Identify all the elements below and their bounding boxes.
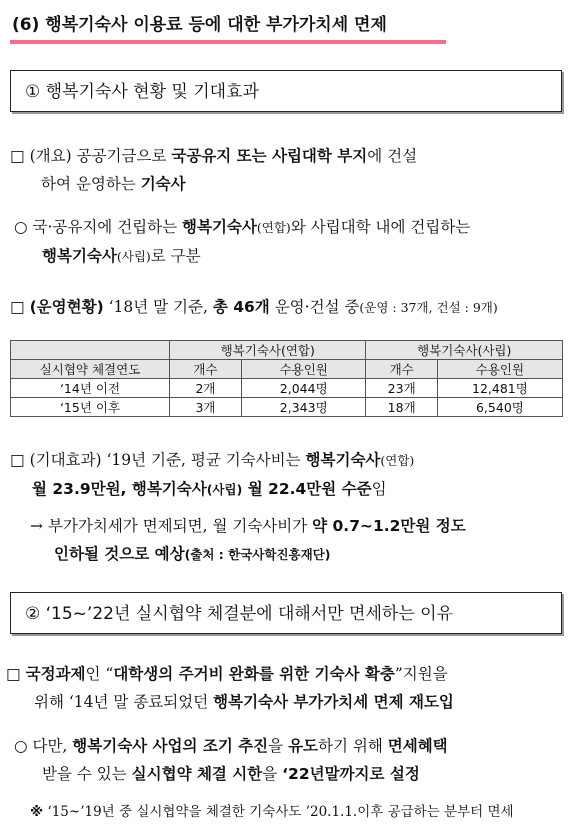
effect-bold: 행복기숙사 [305, 451, 381, 469]
circle-bullet: ○ [14, 218, 28, 236]
table-header: 실시협약 체결연도 [11, 360, 170, 379]
status-bold: (운영현황) [29, 298, 104, 316]
deadline-text: 을 [262, 765, 283, 783]
reason-text: ”지원을 [394, 665, 448, 683]
table-cell: 12,481명 [437, 379, 562, 398]
effect-small: (연합) [380, 453, 415, 468]
effect-bold: 월 22.4만원 수준 [242, 480, 372, 498]
table-header: 수용인원 [242, 360, 366, 379]
classification-bold: 행복기숙사 [182, 218, 257, 236]
deadline-text: 을 [268, 737, 289, 755]
classification-text: 와 사립대학 내에 건립하는 [290, 218, 471, 236]
effect-bold: 월 23.9만원, 행복기숙사 [32, 480, 207, 498]
table-group-header: 행복기숙사(사립) [366, 341, 563, 360]
table-cell: 2,343명 [242, 398, 366, 417]
table-row [11, 379, 563, 398]
table-cell: 2,044명 [242, 379, 366, 398]
deadline-paragraph [14, 732, 579, 788]
box-bullet: □ [10, 147, 25, 165]
overview-lead: (개요) 공공기금 [29, 147, 137, 165]
table-cell: 23개 [366, 379, 437, 398]
section1-heading: ① 행복기숙사 현황 및 기대효과 [25, 82, 259, 102]
reduction-bold: 인하될 것으로 예상 [54, 545, 185, 563]
classification-text: 로 구분 [150, 247, 201, 265]
table-cell: 6,540명 [437, 398, 562, 417]
table-header: 개수 [170, 360, 242, 379]
section1-heading-box [10, 70, 562, 112]
table-cell: 2개 [170, 379, 242, 398]
table-cell: ‘15년 이후 [11, 398, 170, 417]
table-corner-cell [11, 341, 170, 360]
box-bullet: □ [10, 451, 25, 469]
circle-bullet: ○ [14, 737, 28, 755]
status-text: ‘18년 말 기준, [103, 298, 213, 316]
note-mark: ※ [30, 804, 44, 820]
table-group-header: 행복기숙사(연합) [170, 341, 366, 360]
page-title: (6) 행복기숙사 이용료 등에 대한 부가가치세 면제 [12, 15, 387, 35]
expected-effect-paragraph [10, 446, 575, 504]
reduction-text: 부가가치세가 면제되면, 월 기숙사비가 [47, 517, 313, 535]
reason-text: 위해 ‘14년 말 종료되었던 [34, 693, 214, 711]
classification-small: (사립) [116, 249, 151, 264]
reason-paragraph [6, 660, 576, 716]
overview-bold: 국공유지 또는 사립대학 부지 [171, 147, 368, 165]
overview-paragraph [10, 142, 570, 198]
status-text: 운영·건설 중 [269, 298, 360, 316]
reduction-bold: 약 0.7~1.2만원 정도 [312, 517, 466, 535]
effect-text: 임 [371, 480, 387, 498]
overview-text: 으로 [136, 147, 172, 165]
deadline-text: 하기 위해 [318, 737, 388, 755]
deadline-bold: 실시협약 체결 시한 [131, 765, 263, 783]
overview-bold: 기숙사 [140, 175, 186, 193]
deadline-text: 다만, [32, 737, 73, 755]
price-reduction-paragraph [30, 512, 575, 569]
box-bullet: □ [6, 665, 21, 683]
overview-text: 에 건설 [367, 147, 418, 165]
dormitory-status-table [10, 340, 563, 417]
status-paragraph [10, 293, 575, 322]
reason-bold: 대학생의 주거비 완화를 위한 기숙사 확충 [113, 665, 395, 683]
table-cell: 3개 [170, 398, 242, 417]
effect-text: (기대효과) ‘19년 기준, 평균 기숙사비는 [29, 451, 306, 469]
arrow-bullet: → [30, 517, 43, 535]
box-bullet: □ [10, 298, 25, 316]
note-text: ‘15~’19년 중 실시협약을 체결한 기숙사도 ’20.1.1.이후 공급하는 분부터 면세 [47, 804, 514, 820]
table-header: 수용인원 [437, 360, 562, 379]
classification-bold: 행복기숙사 [42, 247, 117, 265]
page-title-block [10, 10, 446, 44]
table-header: 개수 [366, 360, 437, 379]
deadline-bold: 면세혜택 [387, 737, 448, 755]
overview-text: 하여 운영하는 [41, 175, 141, 193]
reason-bold: 국정과제 [25, 665, 86, 683]
classification-paragraph [14, 213, 574, 271]
status-bold: 총 46개 [212, 298, 270, 316]
section2-heading-box [10, 592, 562, 634]
source-note: (출처 : 한국사학진흥재단) [184, 547, 331, 562]
deadline-bold: ‘22년말까지로 설정 [282, 765, 420, 783]
deadline-bold: 유도 [288, 737, 319, 755]
reason-bold: 행복기숙사 부가가치세 면제 재도입 [213, 693, 454, 711]
section2-heading: ② ‘15~’22년 실시협약 체결분에 대해서만 면세하는 이유 [25, 604, 453, 624]
title-underline [10, 40, 446, 44]
classification-small: (연합) [256, 220, 291, 235]
table-row [11, 398, 563, 417]
deadline-text: 받을 수 있는 [42, 765, 132, 783]
classification-text: 국·공유지에 건립하는 [32, 218, 183, 236]
reason-text: 인 “ [85, 665, 114, 683]
effect-small: (사립) [206, 482, 243, 497]
table-cell: ‘14년 이전 [11, 379, 170, 398]
deadline-bold: 행복기숙사 사업의 조기 추진 [72, 737, 269, 755]
table-cell: 18개 [366, 398, 437, 417]
footnote [30, 800, 575, 820]
status-small: (운영 : 37개, 건설 : 9개) [359, 300, 498, 315]
